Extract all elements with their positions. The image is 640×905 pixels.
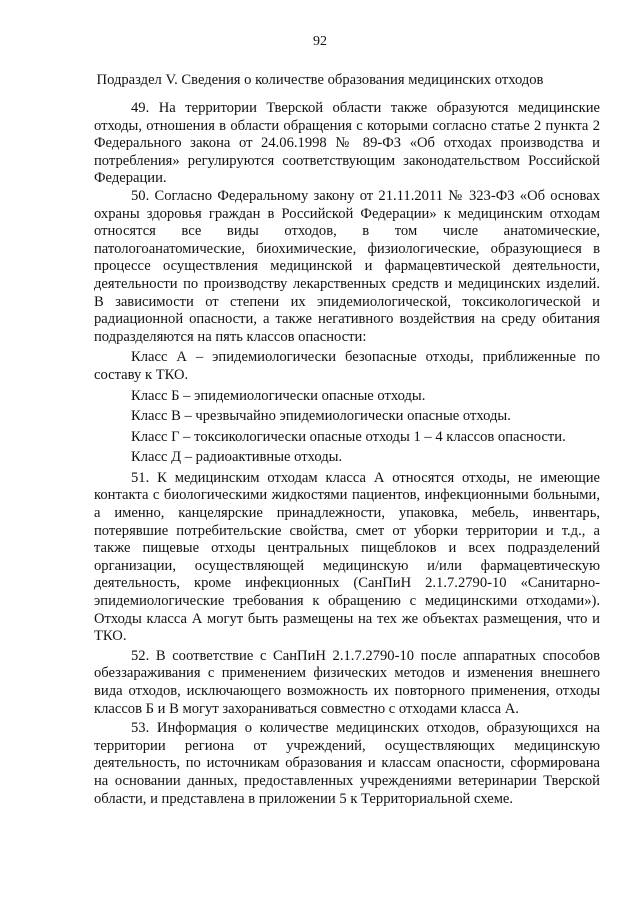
class-g-item: Класс Г – токсикологически опасные отходы 1 – 4 классов опасности. (131, 428, 566, 445)
class-b-item: Класс Б – эпидемиологически опасные отходы. (131, 387, 426, 404)
paragraph-49: 49. На территории Тверской области также образуются медицинские отходы, отношения в области обращения с которыми согласно статье 2 пункта 2 Федерального закона от 24.06.1998 № 89-ФЗ «Об отходах производства и потребления» регулируются соответствующим законодательством Российской Федерации. (94, 100, 600, 187)
paragraph-52: 52. В соответствие с СанПиН 2.1.7.2790-10 после аппаратных способов обеззараживания с применением физических методов и изменения внешнего вида отходов, исключающего возможность их повторного применения, отходы классов Б и В могут захораниваться совместно с отходами класса А. (94, 647, 600, 717)
paragraph-50: 50. Согласно Федеральному закону от 21.11.2011 № 323-ФЗ «Об основах охраны здоровья граждан в Российской Федерации» к медицинским отходам относятся все виды отходов, в том числе анатомические, патологоанатомические, биохимические, физиологические, образующиеся в процессе осуществления медицинской и фармацевтической деятельности, деятельности по производству лекарственных средств и медицинских изделий. В зависимости от степени их эпидемиологической, токсикологической и радиационной опасности, а также негативного воздействия на среду обитания подразделяются на пять классов опасности: (94, 187, 600, 345)
paragraph-53: 53. Информация о количестве медицинских отходов, образующихся на территории региона от учреждений, осуществляющих медицинскую деятельность, по источникам образования и классам опасности, сформирована на основании данных, предоставленных учреждениями ветеринарии Тверской области, и представлена в приложении 5 к Территориальной схеме. (94, 720, 600, 807)
section-heading: Подраздел V. Сведения о количестве образования медицинских отходов (96, 72, 544, 88)
class-a-item: Класс А – эпидемиологически безопасные отходы, приближенные по составу к ТКО. (94, 349, 600, 383)
page-number: 92 (313, 34, 327, 49)
body-text (94, 100, 600, 808)
class-d-item: Класс Д – радиоактивные отходы. (131, 449, 343, 466)
class-v-item: Класс В – чрезвычайно эпидемиологически опасные отходы. (131, 408, 511, 425)
paragraph-51: 51. К медицинским отходам класса А относятся отходы, не имеющие контакта с биологическими жидкостями пациентов, инфекционными больными, а именно, канцелярские принадлежности, упаковка, мебель, инвентарь, потерявшие потребительские свойства, смет от уборки территории и т.д., а также пищевые отходы центральных пищеблоков и всех подразделений организации, осуществляющей медицинскую и/или фармацевтическую деятельность, кроме инфекционных (СанПиН 2.1.7.2790-10 «Санитарно-эпидемиологические требования к обращению с медицинскими отходами»). Отходы класса А могут быть размещены на тех же объектах размещения, что и ТКО. (94, 469, 600, 645)
